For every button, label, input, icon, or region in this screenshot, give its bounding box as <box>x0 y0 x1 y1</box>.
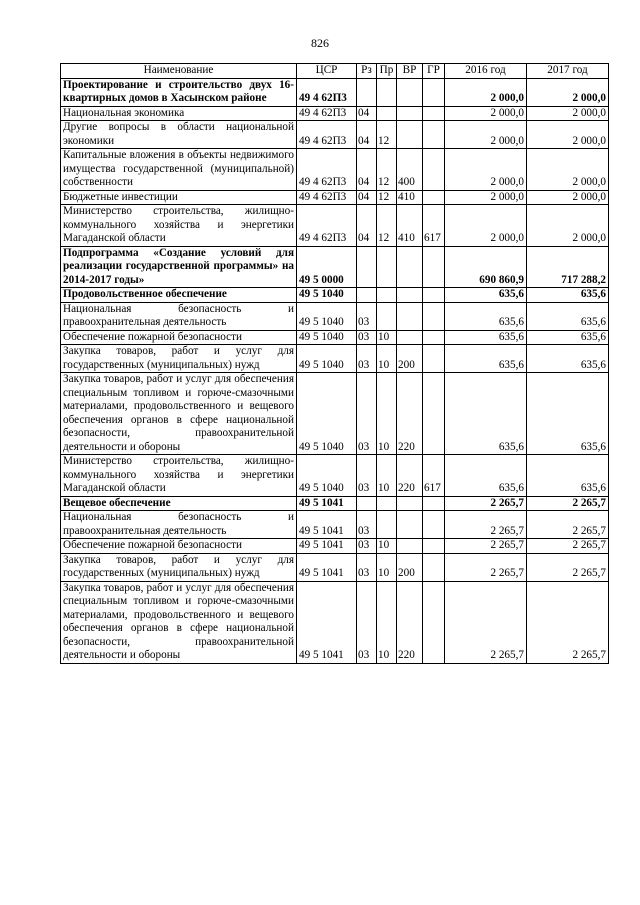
cell-rz: 03 <box>357 553 377 581</box>
cell-rz: 04 <box>357 205 377 247</box>
header-csr: ЦСР <box>297 64 357 79</box>
cell-vr: 410 <box>397 205 423 247</box>
cell-vr <box>397 246 423 288</box>
cell-2016: 635,6 <box>445 373 527 455</box>
table-body <box>61 78 609 663</box>
cell-gr <box>423 302 445 330</box>
cell-2017: 2 000,0 <box>527 106 609 121</box>
cell-2016: 2 000,0 <box>445 149 527 191</box>
cell-gr <box>423 345 445 373</box>
header-name: Наименование <box>61 64 297 79</box>
cell-pr: 10 <box>377 345 397 373</box>
cell-name: Капитальные вложения в объекты недвижимого имущества государственной (муниципальной) собственности <box>61 149 297 191</box>
cell-2016: 2 265,7 <box>445 496 527 511</box>
cell-2016: 2 000,0 <box>445 121 527 149</box>
table-row <box>61 496 609 511</box>
cell-2017: 2 265,7 <box>527 581 609 663</box>
table-header-row <box>61 64 609 79</box>
table-row <box>61 345 609 373</box>
table-row <box>61 106 609 121</box>
cell-pr: 10 <box>377 539 397 554</box>
cell-gr: 617 <box>423 455 445 497</box>
cell-csr: 49 4 62П3 <box>297 190 357 205</box>
header-vr: ВР <box>397 64 423 79</box>
cell-pr: 10 <box>377 330 397 345</box>
cell-rz: 03 <box>357 302 377 330</box>
cell-rz: 03 <box>357 511 377 539</box>
cell-rz: 03 <box>357 373 377 455</box>
cell-rz: 03 <box>357 455 377 497</box>
cell-2016: 2 265,7 <box>445 553 527 581</box>
cell-gr <box>423 373 445 455</box>
cell-name: Министерство строительства, жилищно-коммунального хозяйства и энергетики Магаданской области <box>61 455 297 497</box>
cell-csr: 49 4 62П3 <box>297 121 357 149</box>
cell-gr <box>423 106 445 121</box>
table-row <box>61 121 609 149</box>
cell-2017: 2 265,7 <box>527 511 609 539</box>
cell-vr <box>397 78 423 106</box>
cell-csr: 49 5 1040 <box>297 455 357 497</box>
cell-csr: 49 5 1040 <box>297 288 357 303</box>
header-2017: 2017 год <box>527 64 609 79</box>
table-row <box>61 288 609 303</box>
cell-csr: 49 4 62П3 <box>297 149 357 191</box>
cell-gr: 617 <box>423 205 445 247</box>
cell-2016: 2 000,0 <box>445 205 527 247</box>
cell-pr: 10 <box>377 581 397 663</box>
cell-name: Продовольственное обеспечение <box>61 288 297 303</box>
cell-name: Закупка товаров, работ и услуг для государственных (муниципальных) нужд <box>61 345 297 373</box>
cell-2016: 2 265,7 <box>445 511 527 539</box>
cell-pr: 10 <box>377 553 397 581</box>
cell-rz: 03 <box>357 330 377 345</box>
cell-vr: 220 <box>397 581 423 663</box>
cell-gr <box>423 78 445 106</box>
cell-name: Бюджетные инвестиции <box>61 190 297 205</box>
cell-csr: 49 4 62П3 <box>297 205 357 247</box>
cell-2017: 635,6 <box>527 302 609 330</box>
cell-2016: 635,6 <box>445 455 527 497</box>
cell-csr: 49 5 1041 <box>297 511 357 539</box>
cell-rz: 04 <box>357 121 377 149</box>
cell-rz: 04 <box>357 190 377 205</box>
cell-csr: 49 5 1041 <box>297 553 357 581</box>
cell-vr: 200 <box>397 553 423 581</box>
header-rz: Рз <box>357 64 377 79</box>
cell-vr <box>397 539 423 554</box>
cell-pr: 12 <box>377 121 397 149</box>
cell-vr: 200 <box>397 345 423 373</box>
cell-2017: 2 265,7 <box>527 496 609 511</box>
header-pr: Пр <box>377 64 397 79</box>
cell-csr: 49 5 0000 <box>297 246 357 288</box>
cell-csr: 49 5 1041 <box>297 496 357 511</box>
cell-gr <box>423 246 445 288</box>
cell-rz <box>357 78 377 106</box>
cell-vr <box>397 288 423 303</box>
cell-name: Проектирование и строительство двух 16-квартирных домов в Хасынском районе <box>61 78 297 106</box>
cell-2017: 2 265,7 <box>527 539 609 554</box>
cell-rz: 03 <box>357 539 377 554</box>
cell-name: Закупка товаров, работ и услуг для обеспечения специальным топливом и горюче-смазочными материалами, продовольственного и вещевого обеспечения органов в сфере национальной безопасности, правоохранительной деятельности и обороны <box>61 373 297 455</box>
table-row <box>61 553 609 581</box>
cell-2016: 2 000,0 <box>445 106 527 121</box>
cell-name: Обеспечение пожарной безопасности <box>61 330 297 345</box>
table-row <box>61 205 609 247</box>
cell-rz: 03 <box>357 345 377 373</box>
cell-2017: 2 000,0 <box>527 149 609 191</box>
cell-pr: 10 <box>377 455 397 497</box>
cell-rz: 04 <box>357 106 377 121</box>
cell-vr: 220 <box>397 373 423 455</box>
cell-name: Национальная экономика <box>61 106 297 121</box>
cell-2016: 690 860,9 <box>445 246 527 288</box>
cell-pr <box>377 302 397 330</box>
cell-name: Национальная безопасность и правоохранительная деятельность <box>61 511 297 539</box>
cell-vr: 220 <box>397 455 423 497</box>
cell-pr: 12 <box>377 190 397 205</box>
cell-2016: 635,6 <box>445 330 527 345</box>
cell-pr <box>377 288 397 303</box>
table-row <box>61 246 609 288</box>
cell-rz <box>357 246 377 288</box>
cell-csr: 49 4 62П3 <box>297 106 357 121</box>
cell-vr: 410 <box>397 190 423 205</box>
cell-gr <box>423 581 445 663</box>
cell-name: Подпрограмма «Создание условий для реализации государственной программы» на 2014-2017 годы» <box>61 246 297 288</box>
cell-2017: 2 000,0 <box>527 121 609 149</box>
cell-2017: 2 000,0 <box>527 190 609 205</box>
table-row <box>61 581 609 663</box>
header-2016: 2016 год <box>445 64 527 79</box>
cell-gr <box>423 511 445 539</box>
cell-2016: 2 265,7 <box>445 539 527 554</box>
cell-2016: 635,6 <box>445 302 527 330</box>
cell-csr: 49 5 1040 <box>297 330 357 345</box>
cell-csr: 49 5 1040 <box>297 373 357 455</box>
cell-gr <box>423 539 445 554</box>
cell-name: Закупка товаров, работ и услуг для государственных (муниципальных) нужд <box>61 553 297 581</box>
cell-pr: 12 <box>377 205 397 247</box>
cell-gr <box>423 149 445 191</box>
cell-2017: 2 265,7 <box>527 553 609 581</box>
table-row <box>61 511 609 539</box>
cell-name: Другие вопросы в области национальной экономики <box>61 121 297 149</box>
cell-rz: 03 <box>357 581 377 663</box>
cell-gr <box>423 553 445 581</box>
cell-gr <box>423 190 445 205</box>
cell-name: Вещевое обеспечение <box>61 496 297 511</box>
cell-name: Закупка товаров, работ и услуг для обеспечения специальным топливом и горюче-смазочными материалами, продовольственного и вещевого обеспечения органов в сфере национальной безопасности, правоохранительной деятельности и обороны <box>61 581 297 663</box>
table-row <box>61 539 609 554</box>
budget-table <box>60 63 609 664</box>
cell-gr <box>423 496 445 511</box>
cell-2017: 635,6 <box>527 455 609 497</box>
table-row <box>61 149 609 191</box>
cell-pr: 10 <box>377 373 397 455</box>
cell-pr <box>377 78 397 106</box>
cell-2017: 635,6 <box>527 288 609 303</box>
cell-2016: 2 000,0 <box>445 190 527 205</box>
cell-pr <box>377 246 397 288</box>
table-row <box>61 330 609 345</box>
cell-2017: 2 000,0 <box>527 205 609 247</box>
cell-rz <box>357 288 377 303</box>
cell-csr: 49 5 1040 <box>297 302 357 330</box>
cell-csr: 49 4 62П3 <box>297 78 357 106</box>
cell-pr <box>377 106 397 121</box>
cell-vr <box>397 302 423 330</box>
cell-name: Национальная безопасность и правоохранительная деятельность <box>61 302 297 330</box>
cell-vr <box>397 106 423 121</box>
cell-gr <box>423 121 445 149</box>
cell-2017: 635,6 <box>527 330 609 345</box>
cell-2016: 2 265,7 <box>445 581 527 663</box>
page-number: 826 <box>311 36 329 50</box>
table-row <box>61 78 609 106</box>
cell-gr <box>423 288 445 303</box>
cell-csr: 49 5 1040 <box>297 345 357 373</box>
cell-vr <box>397 330 423 345</box>
header-gr: ГР <box>423 64 445 79</box>
cell-vr <box>397 121 423 149</box>
cell-rz: 04 <box>357 149 377 191</box>
cell-pr <box>377 496 397 511</box>
table-row <box>61 455 609 497</box>
cell-name: Обеспечение пожарной безопасности <box>61 539 297 554</box>
cell-2016: 635,6 <box>445 288 527 303</box>
cell-csr: 49 5 1041 <box>297 539 357 554</box>
cell-2016: 2 000,0 <box>445 78 527 106</box>
table-row <box>61 373 609 455</box>
table-row <box>61 190 609 205</box>
table-row <box>61 302 609 330</box>
cell-2017: 635,6 <box>527 345 609 373</box>
cell-2017: 717 288,2 <box>527 246 609 288</box>
cell-csr: 49 5 1041 <box>297 581 357 663</box>
cell-rz <box>357 496 377 511</box>
cell-2017: 2 000,0 <box>527 78 609 106</box>
cell-gr <box>423 330 445 345</box>
cell-2016: 635,6 <box>445 345 527 373</box>
cell-pr: 12 <box>377 149 397 191</box>
cell-2017: 635,6 <box>527 373 609 455</box>
cell-vr <box>397 511 423 539</box>
cell-vr <box>397 496 423 511</box>
cell-vr: 400 <box>397 149 423 191</box>
cell-pr <box>377 511 397 539</box>
cell-name: Министерство строительства, жилищно-коммунального хозяйства и энергетики Магаданской области <box>61 205 297 247</box>
